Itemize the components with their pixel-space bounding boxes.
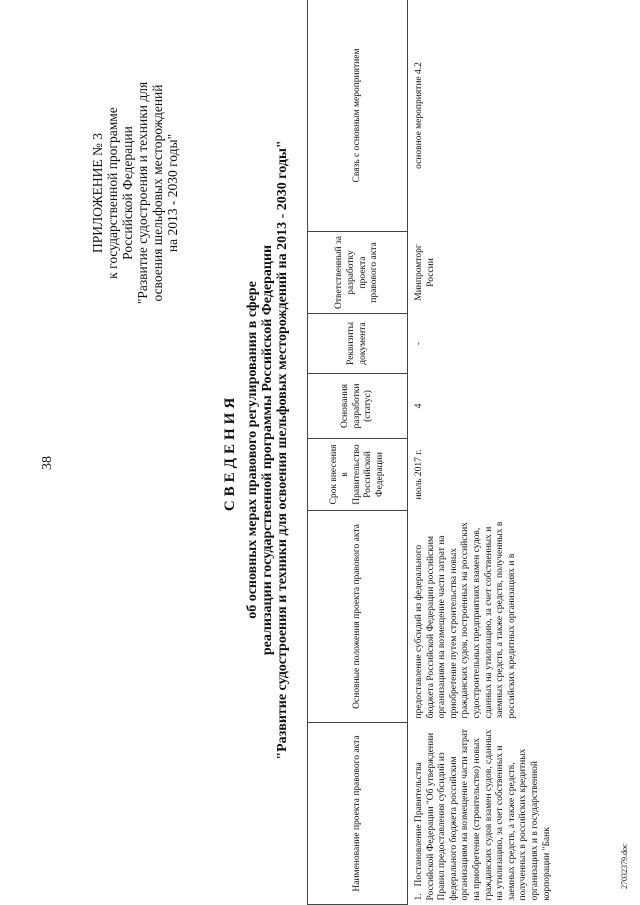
cell-name (408, 723, 635, 905)
appendix-line: к государственной программе (105, 107, 120, 279)
column-header-basis: Основания разработки (статус) (308, 374, 408, 439)
column-header-deadline: Срок внесения в Правительство Российской Федерации (308, 439, 408, 511)
table-row (408, 0, 635, 905)
subtitle-line: об основных мерах правового регулирования в сфере (245, 281, 260, 619)
table-header-row (308, 0, 408, 905)
appendix-line: на 2013 - 2030 годы" (165, 133, 180, 253)
appendix-line: Российской Федерации (120, 126, 135, 260)
cell-provisions: предоставление субсидий из федерального бюджета Российской Федерации российским организациям на возмещение части затрат на приобретение путем строительства новых гражданских судов, построенных на российских судостроительных предприятиях взамен судов, сданных на утилизацию, за счет собственных и заемных средств, а также средств, полученных в российских кредитных организациях и в (414, 521, 517, 719)
appendix-line: "Развитие судостроения и техники для (135, 81, 150, 305)
subtitle-line: "Развитие судостроения и техники для освоения шельфовых месторождений на 2013 - 2030 годы" (275, 140, 290, 760)
row-number: 1. (414, 893, 424, 901)
column-header-name: Наименование проекта правового акта (308, 723, 408, 905)
column-header-provisions: Основные положения проекта правового акта (308, 511, 408, 723)
cell-deadline: июль 2017 г. (414, 449, 424, 500)
measures-table (307, 0, 634, 905)
column-header-responsible: Ответственный за разработку проекта правового акта (308, 232, 408, 314)
subtitle-line: реализации государственной программы Российской Федерации (260, 244, 275, 656)
appendix-line: освоения шельфовых месторождений (150, 84, 165, 302)
cell-requisites: - (414, 341, 424, 346)
document-title: СВЕДЕНИЯ (222, 393, 238, 512)
cell-link: основное мероприятие 4.2 (414, 62, 424, 169)
page-number: 38 (40, 456, 55, 470)
cell-responsible: Минпромторг России (414, 244, 436, 301)
document-subtitle (245, 105, 290, 795)
act-name: Постановление Правительства Российской Федерации "Об утверждении Правил предоставления субсидий из федерального бюджета российским организациям на возмещение части затрат на приобретение (строительство) новых гражданских судов взамен судов, сданных на утилизацию, за счет собственных и заемных средств, а также средств, полученных в российских кредитных организациях и в государственной корпорации "Банк (414, 729, 552, 901)
column-header-requisites: Реквизиты документа (308, 314, 408, 374)
appendix-heading (90, 13, 180, 373)
footer-filename: 27032379.doc (620, 843, 629, 889)
appendix-line: ПРИЛОЖЕНИЕ № 3 (90, 132, 105, 254)
column-header-link: Связь с основным мероприятием (308, 0, 408, 232)
cell-basis: 4 (414, 403, 424, 409)
